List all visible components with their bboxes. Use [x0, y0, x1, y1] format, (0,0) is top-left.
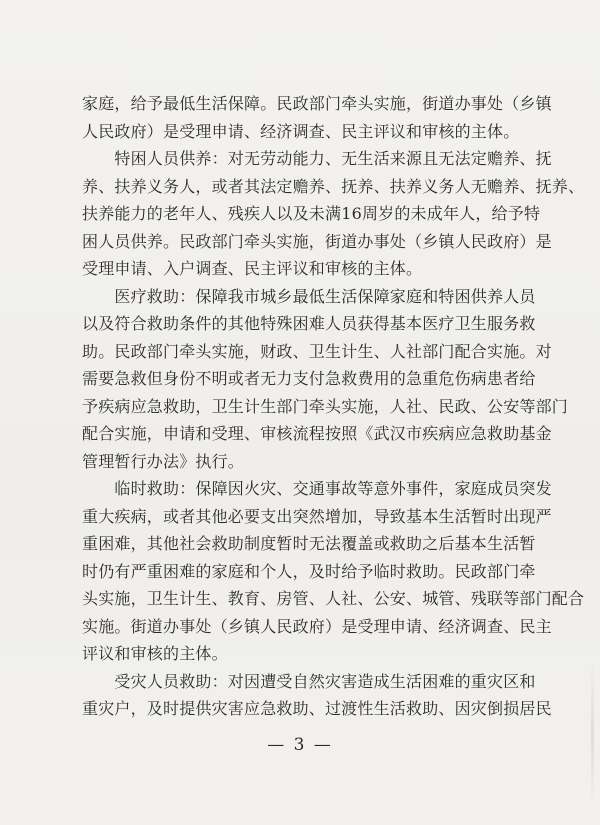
paragraph-tekun — [82, 145, 585, 283]
text-line: 实施。街道办事处（乡镇人民政府）是受理申请、经济调查、民主 — [82, 616, 552, 636]
text-line: 予疾病应急救助，卫生计生部门牵头实施，人社、民政、公安等部门 — [82, 396, 569, 416]
paragraph-shouzai — [82, 668, 552, 723]
scan-edge-shadow — [591, 660, 594, 810]
text-line: 受灾人员救助：对因遭受自然灾害造成生活困难的重灾区和 — [82, 671, 536, 691]
text-line: 扶养能力的老年人、残疾人以及未满16周岁的未成年人，给予特 — [82, 204, 541, 223]
text-line: 受理申请、入户调查、民主评议和审核的主体。 — [82, 259, 423, 278]
text-line: 重灾户，及时提供灾害应急救助、过渡性生活救助、因灾倒损居民 — [82, 699, 552, 718]
text-line: 需要急救但身份不明或者无力支付急救费用的急重危伤病患者给 — [82, 369, 536, 388]
text-line: 人民政府）是受理申请、经济调查、民主评议和审核的主体。 — [82, 121, 520, 141]
text-line: 医疗救助：保障我市城乡最低生活保障家庭和特困供养人员 — [82, 286, 536, 306]
document-body — [82, 90, 585, 723]
text-line: 助。民政部门牵头实施，财政、卫生计生、人社部门配合实施。对 — [82, 341, 552, 361]
text-line: 家庭，给予最低生活保障。民政部门牵头实施，街道办事处（乡镇 — [82, 94, 552, 113]
paragraph-linshi — [82, 475, 585, 668]
text-line: 配合实施，申请和受理、审核流程按照《武汉市疾病应急救助基金 — [82, 424, 552, 443]
text-line: 养、扶养义务人，或者其法定赡养、抚养、扶养义务人无赡养、抚养、 — [82, 176, 585, 196]
page-number: — 3 — — [267, 735, 333, 755]
text-line: 时仍有严重困难的家庭和个人，及时给予临时救助。民政部门牵 — [82, 561, 536, 581]
text-line: 评议和审核的主体。 — [82, 644, 228, 663]
text-line: 困人员供养。民政部门牵头实施，街道办事处（乡镇人民政府）是 — [82, 231, 552, 251]
text-line: 重大疾病，或者其他必要支出突然增加，导致基本生活暂时出现严 — [82, 506, 552, 526]
paragraph-continuation — [82, 90, 552, 145]
text-line: 临时救助：保障因火灾、交通事故等意外事件，家庭成员突发 — [82, 479, 552, 498]
text-line: 头实施，卫生计生、教育、房管、人社、公安、城管、残联等部门配合 — [82, 589, 585, 608]
text-line: 特困人员供养：对无劳动能力、无生活来源且无法定赡养、抚 — [82, 149, 552, 168]
text-line: 管理暂行办法》执行。 — [82, 451, 245, 471]
text-line: 重困难，其他社会救助制度暂时无法覆盖或救助之后基本生活暂 — [82, 534, 536, 553]
paragraph-yiliao — [82, 283, 569, 476]
text-line: 以及符合救助条件的其他特殊困难人员获得基本医疗卫生服务救 — [82, 314, 536, 333]
